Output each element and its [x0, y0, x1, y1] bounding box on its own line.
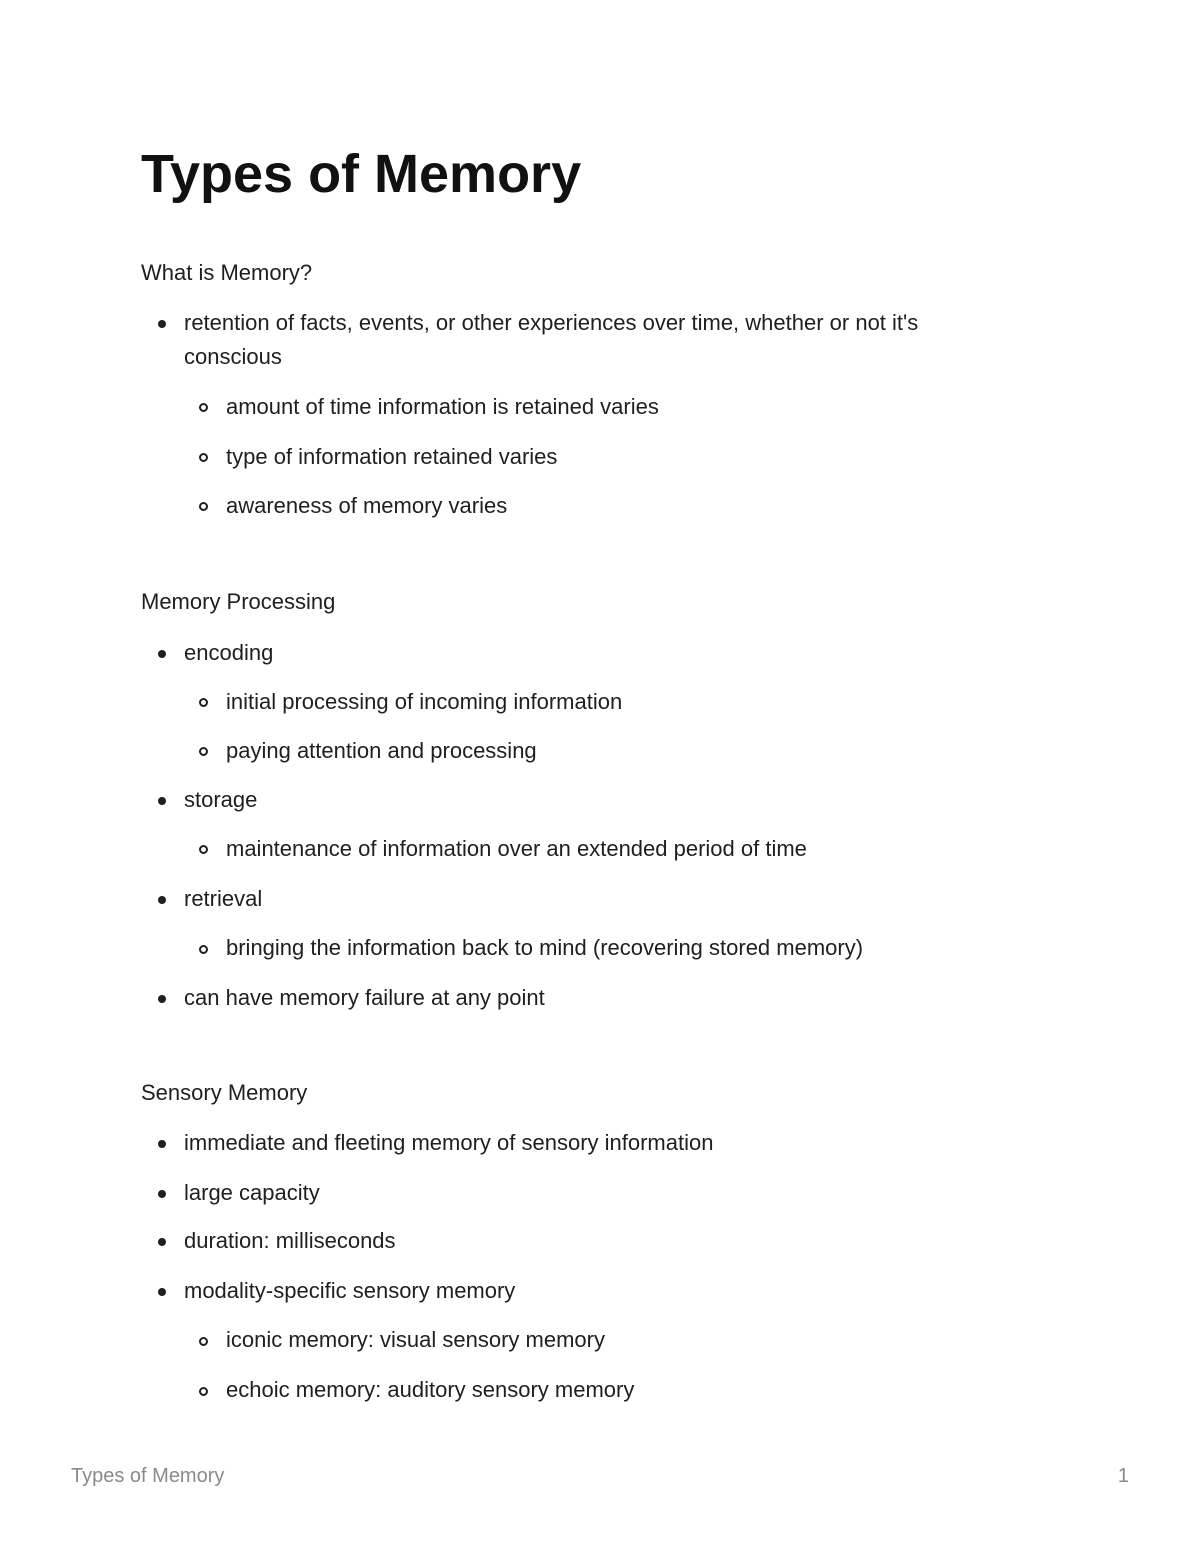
- list-item: paying attention and processing: [226, 738, 537, 763]
- list-item: modality-specific sensory memory: [184, 1278, 516, 1303]
- bullet-circle-icon: [199, 845, 208, 854]
- bullet-disc-icon: [158, 650, 166, 658]
- bullet-circle-icon: [199, 945, 208, 954]
- bullet-disc-icon: [158, 1190, 166, 1198]
- bullet-circle-icon: [199, 747, 208, 756]
- list-item: encoding: [184, 640, 274, 665]
- list-item: iconic memory: visual sensory memory: [226, 1327, 605, 1352]
- list-item: type of information retained varies: [226, 444, 558, 469]
- list-item: immediate and fleeting memory of sensory information: [184, 1130, 714, 1155]
- bullet-disc-icon: [158, 896, 166, 904]
- list-item: retention of facts, events, or other experiences over time, whether or not it's conscious: [184, 310, 919, 369]
- bullet-disc-icon: [158, 320, 166, 328]
- bullet-disc-icon: [158, 1288, 166, 1296]
- page-title: Types of Memory: [141, 144, 582, 204]
- list-item: storage: [184, 787, 258, 812]
- section-heading: Memory Processing: [141, 589, 336, 614]
- list-item: bringing the information back to mind (recovering stored memory): [226, 935, 864, 960]
- bullet-circle-icon: [199, 453, 208, 462]
- list-item: maintenance of information over an extended period of time: [226, 836, 807, 861]
- bullet-disc-icon: [158, 797, 166, 805]
- list-item: echoic memory: auditory sensory memory: [226, 1377, 635, 1402]
- list-item: retrieval: [184, 886, 263, 911]
- bullet-circle-icon: [199, 403, 208, 412]
- list-item: initial processing of incoming information: [226, 689, 623, 714]
- page-number: 1: [1117, 1465, 1129, 1487]
- list-item: amount of time information is retained varies: [226, 394, 659, 419]
- bullet-circle-icon: [199, 698, 208, 707]
- bullet-disc-icon: [158, 1140, 166, 1148]
- list-item: large capacity: [184, 1180, 320, 1205]
- bullet-disc-icon: [158, 1238, 166, 1246]
- list-item: can have memory failure at any point: [184, 985, 545, 1010]
- section-heading: Sensory Memory: [141, 1080, 308, 1105]
- list-item: duration: milliseconds: [184, 1228, 396, 1253]
- footer-title: Types of Memory: [71, 1465, 225, 1487]
- bullet-circle-icon: [199, 502, 208, 511]
- bullet-disc-icon: [158, 995, 166, 1003]
- bullet-circle-icon: [199, 1337, 208, 1346]
- bullet-circle-icon: [199, 1387, 208, 1396]
- list-item: awareness of memory varies: [226, 493, 508, 518]
- section-heading: What is Memory?: [141, 260, 313, 285]
